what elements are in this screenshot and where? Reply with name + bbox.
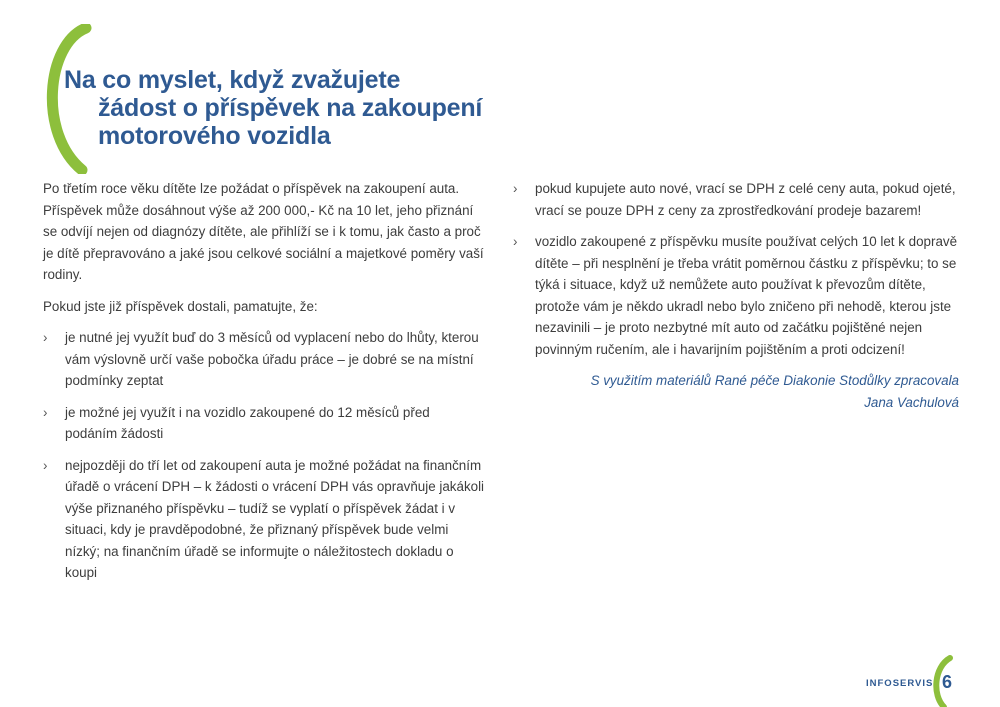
credit-line-2: Jana Vachulová [864,394,959,410]
title-line-3: motorového vozidla [98,122,331,150]
title-line-2: žádost o příspěvek na zakoupení [98,94,483,122]
list-item [513,231,959,360]
bullet-arrow-icon: › [43,404,48,420]
page-title [64,66,482,150]
footer-label: INFOSERVIS [866,678,934,689]
list-item-text: nejpozději do tří let od zakoupení auta je možné požádat na finančním úřadě o vrácení DPH – k žádosti o vrácení DPH vás opravňuje jakákoli výše přiznaného příspěvku – tudíž se vyplatí o příspěvek žádat i v situaci, kdy je pravděpodobné, že přiznaný příspěvek bude velmi nízký; na finančním úřadě se informujte o náležitostech dokladu o koupi [65,457,485,580]
credit-line-1: S využitím materiálů Rané péče Diakonie Stodůlky zpracovala [590,373,959,388]
lead-paragraph: Pokud jste již příspěvek dostali, pamatujte, že: [43,298,318,314]
list-item-text: pokud kupujete auto nové, vrací se DPH z celé ceny auta, pokud ojeté, vrací se pouze DPH z ceny za zprostředkování prodeje bazarem! [535,181,956,218]
bullet-arrow-icon: › [43,330,48,345]
list-item [43,402,485,445]
page-number: 6 [942,672,953,692]
right-column [513,178,959,413]
bullet-arrow-icon: › [513,181,518,196]
list-item-text: je možné jej využít i na vozidlo zakoupené do 12 měsíců před podáním žádosti [65,404,430,441]
list-item [43,455,485,584]
list-item-text: je nutné jej využít buď do 3 měsíců od vyplacení nebo do lhůty, kterou vám výslovně určí vaše pobočka úřadu práce – je dobré se na místní podmínky zeptat [65,330,479,388]
right-bullet-list [513,178,959,360]
left-column [43,178,485,594]
list-item [513,178,959,221]
list-item [43,327,485,392]
intro-paragraph: Po třetím roce věku dítěte lze požádat o příspěvek na zakoupení auta. Příspěvek může dosáhnout výše až 200 000,- Kč na 10 let, jeho přiznání se odvíjí nejen od diagnózy dítěte, ale přihlíží se i k tomu, jak často a proč je dítě přepravováno a jaké jsou celkové sociální a majetkové poměry vaší rodiny. [43,181,484,282]
list-item-text: vozidlo zakoupené z příspěvku musíte používat celých 10 let k dopravě dítěte – při nesplnění je třeba vrátit poměrnou částku z příspěvku; to se týká i situace, když už nemůžete auto používat k převozům dítěte, protože vám je někdo ukradl nebo bylo zničeno při nehodě, kterou jste nezavinili – je proto nezbytné mít auto od začátku pojištěné nejen povinným ručením, ale i havarijním pojištěním a proti odcizení! [535,234,958,357]
bullet-arrow-icon: › [43,457,48,473]
title-line-1: Na co myslet, když zvažujete [64,66,401,94]
author-credit [513,370,959,413]
left-bullet-list [43,327,485,584]
bullet-arrow-icon: › [513,234,518,249]
green-bracket-icon [920,655,960,707]
